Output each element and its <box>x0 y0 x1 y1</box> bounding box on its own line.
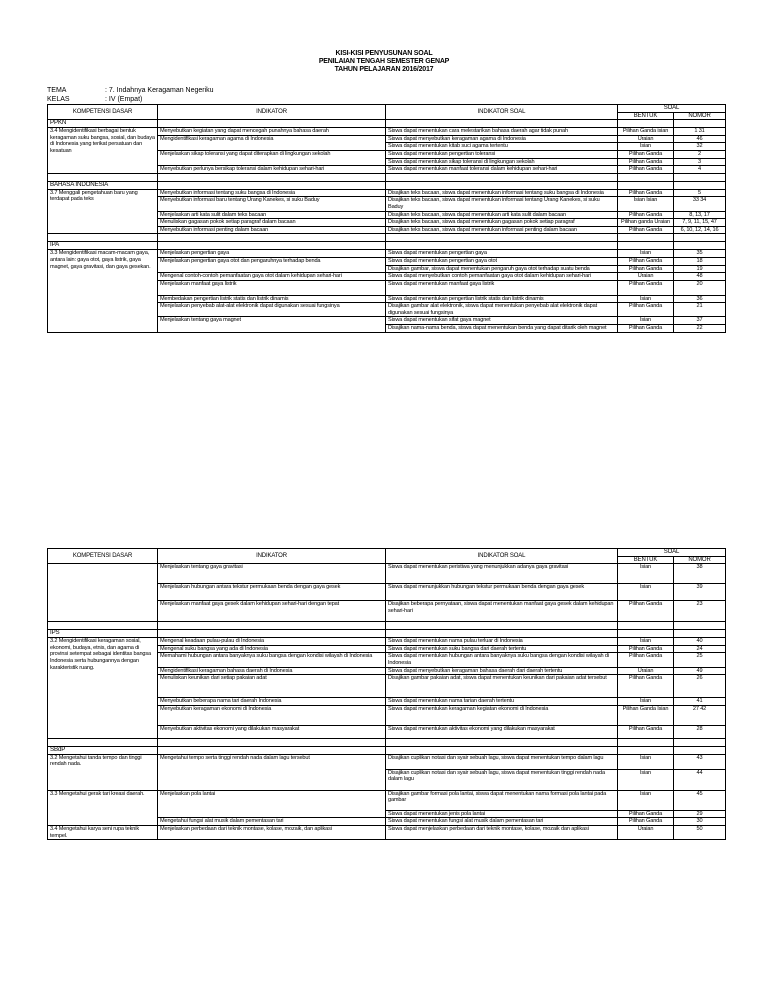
indikator-soal-cell: Siswa dapat menentukan sikap toleransi di lingkungan sekolah <box>386 158 618 166</box>
indikator-soal-cell: Siswa dapat menentukan hubungan antara banyaknya suku bangsa dengan kondisi wilayah di Indonesia <box>386 653 618 667</box>
bentuk-cell: Pilihan Ganda <box>618 601 674 622</box>
indikator-soal-cell: Siswa dapat menentukan suku bangsa dari daerah tertentu <box>386 645 618 653</box>
col-indikator: INDIKATOR <box>158 549 386 564</box>
indikator-cell: Menjelaskan penyebab alat-alat elektronik dapat digunakan sesuai fungsinya <box>158 303 386 317</box>
indikator-soal-cell: Siswa dapat menunjukkan hubungan tekstur permukaan benda dengan gaya gesek <box>386 584 618 601</box>
indikator-cell: Menyebutkan perlunya bersikap toleransi dalam kehidupan sehari-hari <box>158 166 386 174</box>
indikator-cell: Mengenal keadaan pulau-pulau di Indonesia <box>158 638 386 646</box>
indikator-cell: Menyebutkan kegiatan yang dapat mencegah punahnya bahasa daerah <box>158 128 386 136</box>
meta-kelas <box>47 95 214 104</box>
bentuk-cell: Uraian <box>618 825 674 839</box>
indikator-soal-cell: Siswa dapat menentukan nama tarian daerah tertentu <box>386 698 618 706</box>
kd-cell: 3.7 Menggali pengetahuan baru yang terdapat pada teks <box>48 189 158 234</box>
nomor-cell: 29 <box>674 810 726 818</box>
bentuk-cell: Pilihan Ganda <box>618 653 674 667</box>
bentuk-cell: Isian <box>618 584 674 601</box>
nomor-cell: 19 <box>674 265 726 273</box>
section-label: BAHASA INDONESIA <box>48 181 158 189</box>
kd-cell: 3.3 Mengidentifikasi macam-macam gaya, antara lain: gaya otot, gaya listrik, gaya magnet, gaya gravitasi, dan gaya gesekan. <box>48 250 158 332</box>
bentuk-cell: Isian <box>618 317 674 325</box>
table-row <box>48 189 726 197</box>
indikator-cell: Mengetahui tempo serta tinggi rendah nada dalam lagu tersebut <box>158 754 386 790</box>
indikator-soal-cell: Disajikan cuplikan notasi dan syair sebuah lagu, siswa dapat menentukan tempo dalam lagu <box>386 754 618 769</box>
document-header <box>0 50 768 74</box>
table-header-row <box>48 105 726 113</box>
indikator-cell: Menjelaskan pola lantai <box>158 790 386 818</box>
nomor-cell: 7, 9, 11, 15, 47 <box>674 219 726 227</box>
nomor-cell: 23 <box>674 601 726 622</box>
indikator-cell: Menyebutkan informasi baru tentang Urang Kanekes, si suku Baduy <box>158 197 386 211</box>
bentuk-cell: Pilihan Ganda <box>618 166 674 174</box>
bentuk-cell: Isian <box>618 790 674 810</box>
nomor-cell: 30 <box>674 818 726 826</box>
nomor-cell: 38 <box>674 564 726 584</box>
bentuk-cell: Pilihan Ganda <box>618 150 674 158</box>
col-kd: KOMPETENSI DASAR <box>48 549 158 564</box>
nomor-cell: 50 <box>674 825 726 839</box>
indikator-cell: Membedakan pengertian listrik statis dan listrik dinamis <box>158 295 386 303</box>
col-nomor: NOMOR <box>674 112 726 120</box>
nomor-cell: 1 31 <box>674 128 726 136</box>
bentuk-cell: Isian <box>618 769 674 790</box>
indikator-cell: Memahami hubungan antara banyaknya suku bangsa dengan kondisi wilayah di Indonesia <box>158 653 386 667</box>
indikator-soal-cell: Siswa dapat menentukan cara melestarikan bahasa daerah agar tidak punah <box>386 128 618 136</box>
section-row-bahasa-indonesia <box>48 181 726 189</box>
bentuk-cell: Pilihan Ganda <box>618 257 674 265</box>
col-soal: SOAL <box>618 105 726 113</box>
header-year: TAHUN PELAJARAN 2016/2017 <box>334 66 434 73</box>
indikator-soal-cell: Disajikan gambar pakaian adat, siswa dapat menentukan keunikan dari pakaian adat tersebut <box>386 675 618 698</box>
indikator-cell: Menyebutkan aktivitas ekonomi yang dilakukan masyarakat <box>158 725 386 738</box>
spacer-row <box>48 234 726 242</box>
indikator-soal-cell: Siswa dapat menjelaskan perbedaan dari teknik montase, kolase, mozaik dan aplikasi <box>386 825 618 839</box>
section-row-sbdp <box>48 746 726 754</box>
bentuk-cell: Isian Isian <box>618 197 674 211</box>
meta-tema-value: : 7. Indahnya Keragaman Negeriku <box>105 87 214 94</box>
meta-kelas-key: KELAS <box>47 96 70 103</box>
bentuk-cell: Pilihan Ganda <box>618 189 674 197</box>
bentuk-cell: Isian <box>618 250 674 258</box>
document-meta <box>47 86 214 104</box>
indikator-soal-cell: Disajikan teks bacaan, siswa dapat menentukan informasi penting dalam bacaan <box>386 226 618 234</box>
nomor-cell: 18 <box>674 257 726 265</box>
bentuk-cell: Pilihan Ganda <box>618 645 674 653</box>
nomor-cell: 37 <box>674 317 726 325</box>
section-row-ppkn <box>48 120 726 128</box>
nomor-cell: 21 <box>674 303 726 317</box>
indikator-soal-cell: Disajikan cuplikan notasi dan syair sebuah lagu, siswa dapat menentukan tinggi rendah nada dalam lagu <box>386 769 618 790</box>
indikator-soal-cell: Siswa dapat menentukan peristiwa yang menunjukkan adanya gaya gravitasi <box>386 564 618 584</box>
nomor-cell: 49 <box>674 667 726 675</box>
indikator-soal-cell: Siswa dapat menentukan pengertian toleransi <box>386 150 618 158</box>
indikator-soal-cell: Siswa dapat menyebutkan keragaman bahasa daerah dari daerah tertentu <box>386 667 618 675</box>
bentuk-cell: Isian <box>618 638 674 646</box>
indikator-soal-cell: Siswa dapat menentukan nama pulau terluar di Indonesia <box>386 638 618 646</box>
kd-cell: 3.2 Mengetahui tanda tempo dan tinggi rendah nada. <box>48 754 158 790</box>
indikator-cell: Menjelaskan arti kata sulit dalam teks bacaan <box>158 211 386 219</box>
indikator-soal-cell: Disajikan beberapa pernyataan, siswa dapat menentukan manfaat gaya gesek dalam kehidupan sehari-hari <box>386 601 618 622</box>
indikator-cell: Mengenal contoh-contoh pemanfaatan gaya otot dalam kehidupan sehari-hari <box>158 273 386 281</box>
nomor-cell: 20 <box>674 280 726 295</box>
header-title: KISI-KISI PENYUSUNAN SOAL <box>335 50 433 57</box>
bentuk-cell: Isian <box>618 143 674 151</box>
indikator-cell: Mengenal suku bangsa yang ada di Indonesia <box>158 645 386 653</box>
indikator-soal-cell: Disajikan teks bacaan, siswa dapat menentukan informasi tentang suku bangsa di Indonesia <box>386 189 618 197</box>
bentuk-cell: Pilihan Ganda <box>618 325 674 333</box>
kd-cell: 3.2 Mengidentifikasi keragaman sosial, ekonomi, budaya, etnis, dan agama di provinsi setempat sebagai identitas bangsa Indonesia serta hubungannya dengan karakteristik ruang. <box>48 638 158 739</box>
bentuk-cell: Pilihan Ganda <box>618 810 674 818</box>
nomor-cell: 22 <box>674 325 726 333</box>
col-bentuk: BENTUK <box>618 112 674 120</box>
section-label: IPS <box>48 630 158 638</box>
bentuk-cell: Pilihan ganda Uraian <box>618 219 674 227</box>
nomor-cell: 8, 13, 17 <box>674 211 726 219</box>
kisi-kisi-table-2 <box>47 548 726 840</box>
table-header-row <box>48 549 726 557</box>
nomor-cell: 39 <box>674 584 726 601</box>
nomor-cell: 46 <box>674 135 726 143</box>
indikator-cell: Mengidentifikasi keragaman bahasa daerah di Indonesia <box>158 667 386 675</box>
indikator-soal-cell: Siswa dapat menentukan pengertian listrik statis dan listrik dinamis <box>386 295 618 303</box>
bentuk-cell: Isian <box>618 564 674 584</box>
col-bentuk: BENTUK <box>618 556 674 564</box>
table-row <box>48 250 726 258</box>
spacer-row <box>48 738 726 746</box>
col-soal: SOAL <box>618 549 726 557</box>
table-row <box>48 128 726 136</box>
kisi-kisi-table-1 <box>47 104 726 333</box>
section-label: IPA <box>48 242 158 250</box>
indikator-cell: Menjelaskan perbedaan dari teknik montase, kolase, mozaik, dan aplikasi <box>158 825 386 839</box>
nomor-cell: 45 <box>674 790 726 810</box>
indikator-soal-cell: Disajikan teks bacaan, siswa dapat menentukan informasi tentang Urang Kanekes, si suku Baduy <box>386 197 618 211</box>
nomor-cell: 32 <box>674 143 726 151</box>
bentuk-cell: Uraian <box>618 667 674 675</box>
meta-tema <box>47 86 214 95</box>
indikator-soal-cell: Disajikan teks bacaan, siswa dapat menentukan arti kata sulit dalam bacaan <box>386 211 618 219</box>
nomor-cell: 40 <box>674 638 726 646</box>
indikator-cell: Mengetahui fungsi alat musik dalam pementasan tari <box>158 818 386 826</box>
indikator-cell: Menjelaskan manfaat gaya gesek dalam kehidupan sehari-hari dengan tepat <box>158 601 386 622</box>
bentuk-cell: Pilihan Ganda Isian <box>618 705 674 725</box>
kd-cell: 3.4 Mengidentifikasi berbagai bentuk keragaman suku bangsa, sosial, dan budaya di Indonesia yang terikat persatuan dan kesatuan <box>48 128 158 174</box>
nomor-cell: 36 <box>674 295 726 303</box>
nomor-cell: 4 <box>674 166 726 174</box>
nomor-cell: 41 <box>674 698 726 706</box>
nomor-cell: 25 <box>674 653 726 667</box>
table-row <box>48 638 726 646</box>
indikator-cell: Menyebutkan informasi tentang suku bangsa di Indonesia <box>158 189 386 197</box>
bentuk-cell: Pilihan Ganda <box>618 211 674 219</box>
table-row <box>48 825 726 839</box>
section-row-ipa <box>48 242 726 250</box>
indikator-soal-cell: Siswa dapat menyebutkan keragaman agama di Indonesia <box>386 135 618 143</box>
table-row <box>48 754 726 769</box>
indikator-soal-cell: Siswa dapat menentukan keragaman kegiatan ekonomi di Indonesia <box>386 705 618 725</box>
indikator-cell: Menjelaskan sikap toleransi yang dapat diterapkan di lingkungan sekolah <box>158 150 386 165</box>
indikator-cell: Mengidentifikasi keragaman agama di Indonesia <box>158 135 386 150</box>
indikator-soal-cell: Siswa dapat menentukan fungsi alat musik dalam pementasan tari <box>386 818 618 826</box>
meta-tema-key: TEMA <box>47 87 67 94</box>
nomor-cell: 27 42 <box>674 705 726 725</box>
col-indikator: INDIKATOR <box>158 105 386 120</box>
nomor-cell: 26 <box>674 675 726 698</box>
table-row <box>48 564 726 584</box>
indikator-soal-cell: Disajikan gambar, siswa dapat menentukan pengaruh gaya otot terhadap suatu benda <box>386 265 618 273</box>
bentuk-cell: Isian <box>618 754 674 769</box>
indikator-soal-cell: Siswa dapat menentukan jenis pola lantai <box>386 810 618 818</box>
nomor-cell: 44 <box>674 769 726 790</box>
nomor-cell: 35 <box>674 250 726 258</box>
indikator-cell: Menuliskan keunikan dari setiap pakaian adat <box>158 675 386 698</box>
indikator-cell: Menjelaskan manfaat gaya listrik <box>158 280 386 295</box>
nomor-cell: 28 <box>674 725 726 738</box>
indikator-soal-cell: Siswa dapat menentukan aktivitas ekonomi yang dilakukan masyarakat <box>386 725 618 738</box>
col-indikator-soal: INDIKATOR SOAL <box>386 549 618 564</box>
table-row <box>48 790 726 810</box>
indikator-soal-cell: Siswa dapat menentukan sifat gaya magnet <box>386 317 618 325</box>
indikator-soal-cell: Siswa dapat menentukan kitab suci agama tertentu <box>386 143 618 151</box>
nomor-cell: 6, 10, 12, 14, 16 <box>674 226 726 234</box>
indikator-cell: Menuliskan gagasan pokok setiap paragraf dalam bacaan <box>158 219 386 227</box>
col-indikator-soal: INDIKATOR SOAL <box>386 105 618 120</box>
bentuk-cell: Pilihan Ganda <box>618 818 674 826</box>
header-subtitle: PENILAIAN TENGAH SEMESTER GENAP <box>318 58 450 65</box>
bentuk-cell: Pilihan Ganda <box>618 226 674 234</box>
bentuk-cell: Pilihan Ganda <box>618 158 674 166</box>
meta-kelas-value: : IV (Empat) <box>105 96 143 103</box>
section-row-ips <box>48 630 726 638</box>
nomor-cell: 2 <box>674 150 726 158</box>
indikator-cell: Menjelaskan tentang gaya gravitasi <box>158 564 386 584</box>
bentuk-cell: Pilihan Ganda <box>618 265 674 273</box>
kd-cell <box>48 564 158 622</box>
indikator-cell: Menyebutkan informasi penting dalam bacaan <box>158 226 386 234</box>
spacer-row <box>48 173 726 181</box>
indikator-soal-cell: Siswa dapat menentukan manfaat toleransi dalam kehidupan sehari-hari <box>386 166 618 174</box>
bentuk-cell: Isian <box>618 698 674 706</box>
indikator-cell: Menjelaskan pengertian gaya <box>158 250 386 258</box>
bentuk-cell: Pilihan Ganda <box>618 303 674 317</box>
indikator-cell: Menyebutkan keragaman ekonomi di Indonesia <box>158 705 386 725</box>
bentuk-cell: Pilihan Ganda <box>618 280 674 295</box>
indikator-soal-cell: Disajikan nama-nama benda, siswa dapat menentukan benda yang dapat ditarik oleh magnet <box>386 325 618 333</box>
indikator-cell: Menjelaskan pengertian gaya otot dan pengaruhnya terhadap benda <box>158 257 386 272</box>
indikator-soal-cell: Disajikan teks bacaan, siswa dapat menentukan gagasan pokok setiap paragraf <box>386 219 618 227</box>
bentuk-cell: Isian <box>618 295 674 303</box>
bentuk-cell: Pilihan Ganda <box>618 725 674 738</box>
nomor-cell: 33 34 <box>674 197 726 211</box>
col-kd: KOMPETENSI DASAR <box>48 105 158 120</box>
indikator-soal-cell: Siswa dapat menentukan pengertian gaya otot <box>386 257 618 265</box>
indikator-cell: Menjelaskan hubungan antara tekstur permukaan benda dengan gaya gesek <box>158 584 386 601</box>
kd-cell: 3.4 Mengetahui karya seni rupa teknik tempel. <box>48 825 158 839</box>
section-label: PPKN <box>48 120 158 128</box>
indikator-soal-cell: Disajikan gambar formasi pola lantai, siswa dapat menentukan nama formasi pola lantai pada gambar <box>386 790 618 810</box>
indikator-soal-cell: Siswa dapat menentukan manfaat gaya listrik <box>386 280 618 295</box>
bentuk-cell: Uraian <box>618 135 674 143</box>
bentuk-cell: Uraian <box>618 273 674 281</box>
indikator-soal-cell: Siswa dapat menentukan pengertian gaya <box>386 250 618 258</box>
col-nomor: NOMOR <box>674 556 726 564</box>
nomor-cell: 48 <box>674 273 726 281</box>
indikator-soal-cell: Disajikan gambar alat elektronik, siswa dapat menentukan penyebab alat elektronik dapat digunakan sesuai fungsinya <box>386 303 618 317</box>
indikator-cell: Menyebutkan beberapa nama tari daerah Indonesia <box>158 698 386 706</box>
spacer-row <box>48 622 726 630</box>
nomor-cell: 43 <box>674 754 726 769</box>
section-label: SBdP <box>48 746 158 754</box>
kd-cell: 3.3 Mengetahui gerak tari kreasi daerah. <box>48 790 158 825</box>
bentuk-cell: Pilihan Ganda <box>618 675 674 698</box>
nomor-cell: 24 <box>674 645 726 653</box>
nomor-cell: 5 <box>674 189 726 197</box>
indikator-soal-cell: Siswa dapat menyebutkan contoh pemanfaatan gaya otot dalam kehidupan sehari-hari <box>386 273 618 281</box>
bentuk-cell: Pilihan Ganda isian <box>618 128 674 136</box>
indikator-cell: Menjelaskan tentang gaya magnet <box>158 317 386 332</box>
nomor-cell: 3 <box>674 158 726 166</box>
